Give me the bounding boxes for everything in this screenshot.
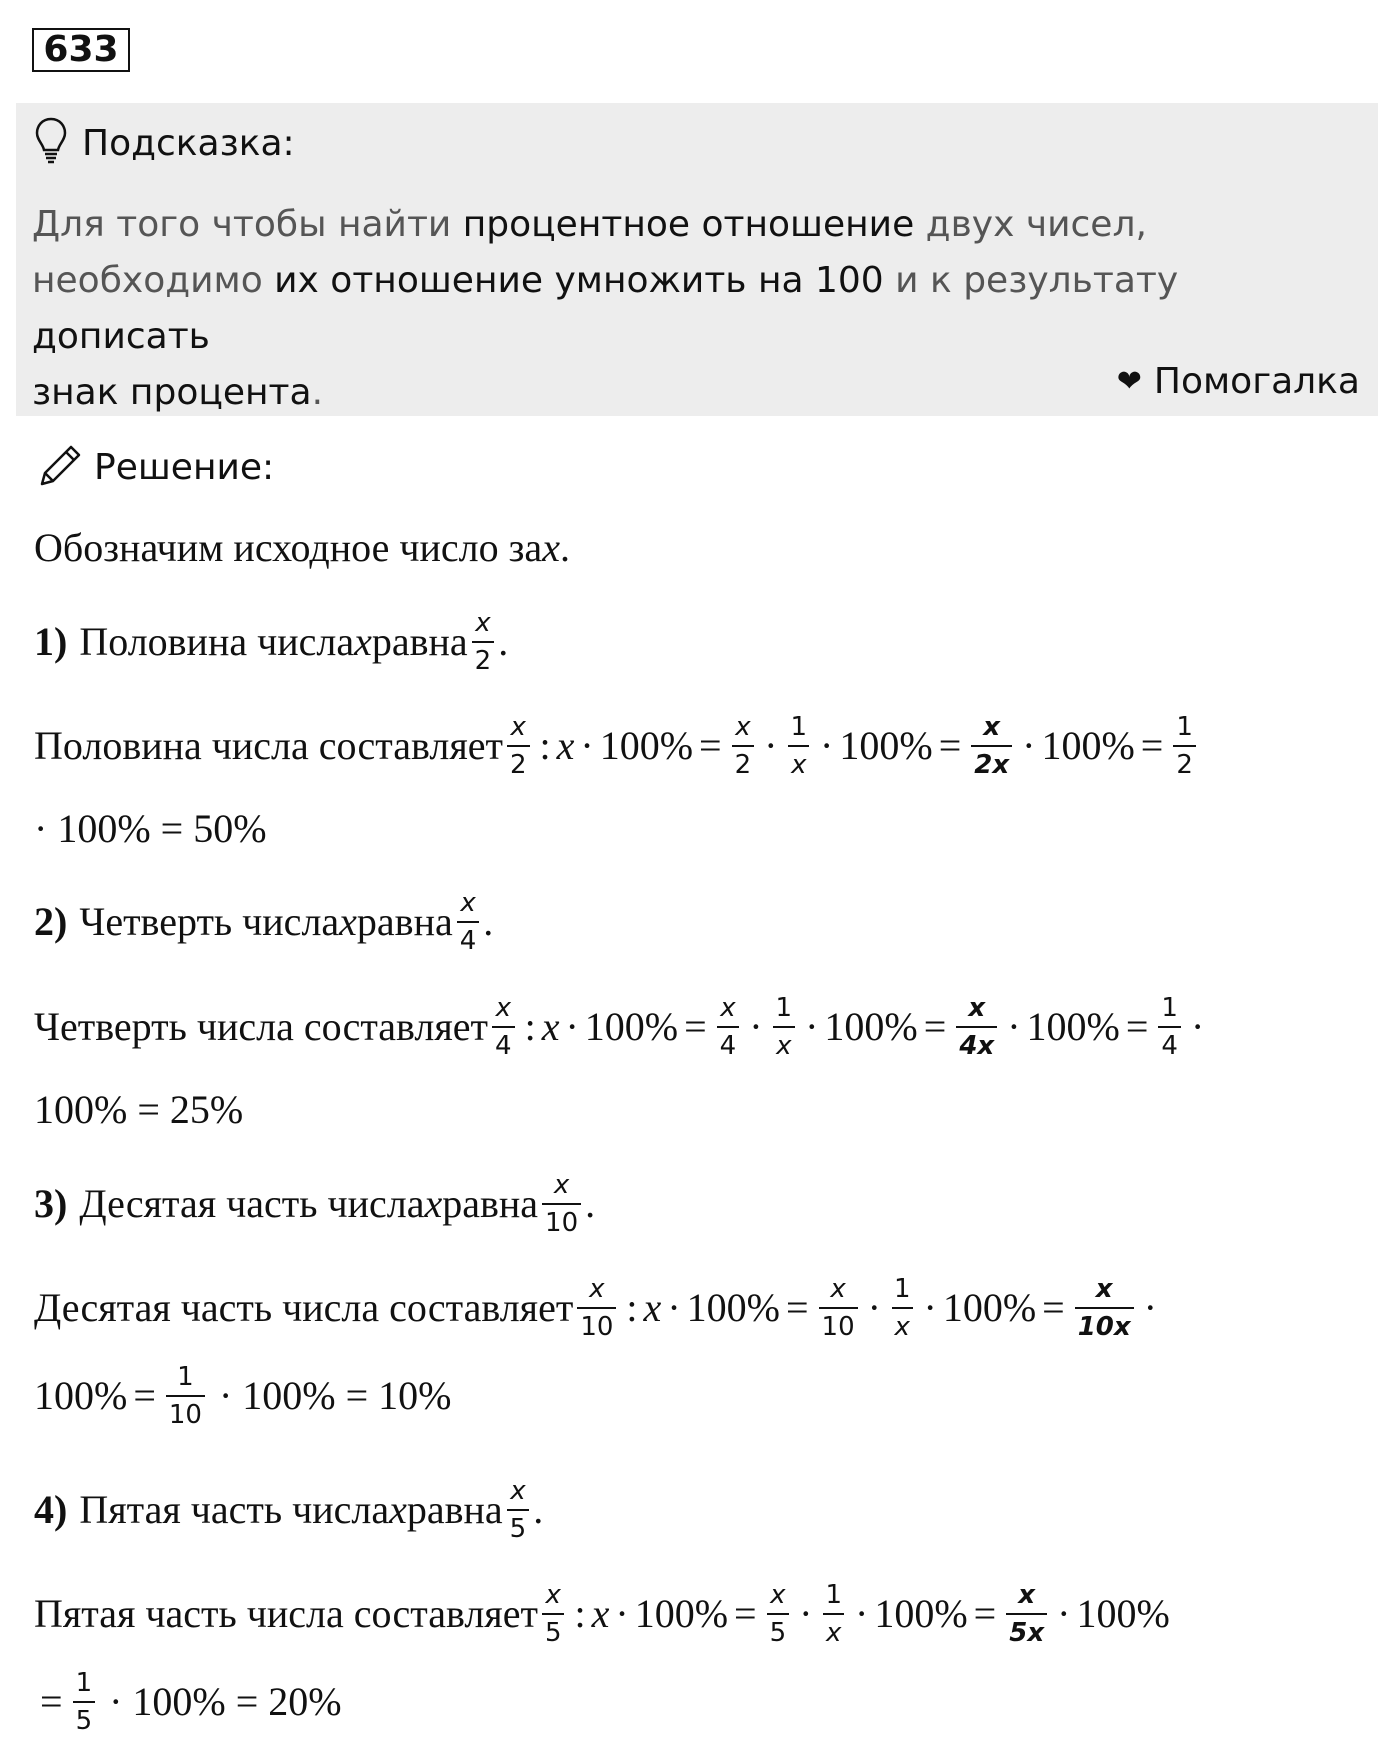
operator: ·	[749, 1004, 763, 1049]
denominator: 10	[577, 1307, 616, 1340]
percent: 100%	[1076, 1591, 1170, 1636]
percent: 100%	[874, 1591, 968, 1636]
fraction	[1006, 1582, 1047, 1646]
percent: 100%	[1026, 1004, 1120, 1049]
fraction	[457, 890, 480, 954]
denominator: 4	[457, 921, 480, 954]
denominator: x	[788, 745, 809, 778]
numerator: 1	[1161, 993, 1178, 1023]
numerator: x	[983, 712, 1001, 742]
hint-emphasis: их отношение умножить на 100	[274, 260, 884, 301]
numerator: x	[510, 1476, 526, 1506]
percent: 100%	[599, 723, 694, 768]
numerator: 1	[825, 1580, 843, 1610]
numerator: x	[1018, 1580, 1036, 1610]
solution-title: Решение:	[94, 446, 275, 488]
item-number: 4)	[34, 1487, 68, 1532]
variable-x: x	[556, 723, 575, 768]
operator: ·	[820, 723, 834, 768]
numerator: x	[830, 1274, 846, 1304]
denominator: 10	[542, 1203, 581, 1236]
item-2-line	[34, 890, 493, 954]
operator: =	[699, 723, 722, 768]
fraction	[1075, 1276, 1134, 1340]
operator: ·	[764, 723, 778, 768]
percent: 100%	[584, 1004, 679, 1049]
lightbulb-icon	[34, 116, 68, 170]
operator: ·	[1057, 1591, 1071, 1636]
item-number: 3)	[34, 1181, 68, 1226]
intro-line	[34, 524, 570, 572]
variable-x: x	[542, 525, 560, 570]
denominator: x	[892, 1307, 913, 1340]
fraction	[732, 714, 755, 778]
variable-x: x	[541, 1004, 560, 1049]
fraction	[767, 1582, 790, 1646]
numerator: x	[1095, 1274, 1113, 1304]
operator: =	[734, 1591, 757, 1636]
operator: ·	[799, 1591, 813, 1636]
denominator: x	[773, 1026, 794, 1059]
hint-text-part: необходимо	[32, 260, 275, 301]
numerator: 1	[177, 1362, 194, 1392]
fraction	[1158, 995, 1181, 1059]
item-text: равна	[356, 899, 453, 944]
operator: =	[923, 1004, 947, 1049]
operator: ·	[1022, 723, 1036, 768]
hint-emphasis: знак процента	[32, 372, 312, 413]
hint-panel	[16, 103, 1378, 416]
operator: ·	[805, 1004, 819, 1049]
operator: =	[1042, 1285, 1065, 1330]
calc-text: Четверть числа составляет	[34, 1004, 489, 1049]
fraction	[956, 995, 997, 1059]
variable-x: x	[424, 1181, 443, 1226]
fraction	[166, 1364, 205, 1428]
item-3-result	[34, 1364, 452, 1428]
denominator: 5x	[1006, 1613, 1047, 1646]
operator: =	[40, 1679, 63, 1724]
item-number: 2)	[34, 899, 68, 944]
operator: ·	[923, 1285, 937, 1330]
fraction	[472, 610, 495, 674]
credit	[1117, 359, 1360, 403]
item-1-result	[34, 805, 267, 853]
task-number: 633	[32, 28, 130, 72]
intro-text: Обозначим исходное число за	[34, 525, 543, 570]
fraction	[542, 1172, 581, 1236]
item-text: равна	[406, 1487, 503, 1532]
operator: ·	[867, 1285, 881, 1330]
fraction	[717, 995, 740, 1059]
item-3-line	[34, 1172, 595, 1236]
numerator: x	[968, 993, 986, 1023]
operator: ·	[1190, 1004, 1205, 1049]
heart-icon: ❤	[1116, 363, 1142, 399]
item-1-line	[34, 610, 508, 674]
solution-header	[36, 440, 274, 494]
denominator: 10	[819, 1307, 858, 1340]
denominator: 2	[1173, 745, 1196, 778]
operator: =	[1125, 1004, 1149, 1049]
calc-text: Десятая часть числа составляет	[34, 1285, 574, 1330]
fraction	[787, 714, 810, 778]
numerator: x	[735, 712, 751, 742]
operator: ·	[667, 1285, 681, 1330]
denominator: 2	[732, 745, 755, 778]
denominator: 2x	[971, 745, 1012, 778]
fraction	[822, 1582, 845, 1646]
percent: 100%	[1041, 723, 1135, 768]
item-2-result	[34, 1086, 243, 1134]
variable-x: x	[389, 1487, 407, 1532]
operator: ·	[615, 1591, 629, 1636]
numerator: x	[475, 608, 491, 638]
numerator: 1	[1176, 712, 1193, 742]
numerator: x	[770, 1580, 786, 1610]
fraction	[507, 714, 530, 778]
operator: =	[973, 1591, 997, 1636]
fraction	[73, 1670, 96, 1734]
calc-text: Пятая часть числа составляет	[34, 1591, 538, 1636]
item-4-calc	[34, 1582, 1170, 1646]
item-number: 1)	[34, 619, 68, 664]
fraction	[891, 1276, 914, 1340]
hint-text-part: .	[311, 372, 324, 413]
item-text: Половина числа	[79, 619, 355, 664]
result-text: · 100% = 20%	[109, 1679, 342, 1724]
denominator: 4	[717, 1026, 740, 1059]
calc-text: Половина числа составляет	[34, 723, 503, 768]
hint-emphasis: процентное отношение	[462, 204, 915, 245]
denominator: 5	[507, 1509, 530, 1542]
hint-header	[34, 115, 295, 171]
item-2-calc	[34, 995, 1210, 1059]
fraction	[1173, 714, 1196, 778]
item-4-result	[34, 1670, 342, 1734]
percent: 100%	[839, 723, 933, 768]
fraction	[507, 1478, 530, 1542]
item-4-line	[34, 1478, 543, 1542]
numerator: x	[495, 993, 511, 1023]
hint-text-part: и к результату	[883, 260, 1179, 301]
item-1-calc	[34, 714, 1200, 778]
operator: =	[1140, 723, 1164, 768]
item-text: равна	[371, 619, 468, 664]
operator: :	[524, 1004, 536, 1049]
numerator: 1	[790, 712, 808, 742]
operator: =	[133, 1373, 156, 1418]
numerator: x	[510, 712, 526, 742]
fraction	[542, 1582, 565, 1646]
denominator: 10x	[1075, 1307, 1134, 1340]
hint-emphasis: дописать	[32, 316, 210, 357]
period: .	[483, 899, 494, 944]
numerator: x	[589, 1274, 605, 1304]
numerator: 1	[75, 1668, 93, 1698]
variable-x: x	[339, 899, 357, 944]
result-text: · 100% = 50%	[34, 806, 267, 851]
numerator: 1	[775, 993, 793, 1023]
result-text: 100% = 25%	[34, 1087, 244, 1132]
denominator: 4	[492, 1026, 515, 1059]
item-text: Четверть числа	[79, 899, 340, 944]
fraction	[819, 1276, 858, 1340]
operator: :	[539, 723, 551, 768]
period: .	[498, 619, 509, 664]
hint-text-part: Для того чтобы найти	[32, 204, 463, 245]
numerator: x	[545, 1580, 561, 1610]
percent: 100%	[634, 1591, 729, 1636]
period: .	[585, 1181, 596, 1226]
operator: =	[785, 1285, 809, 1330]
percent: 100%	[942, 1285, 1037, 1330]
numerator: x	[553, 1170, 570, 1200]
denominator: 2	[472, 641, 495, 674]
fraction	[971, 714, 1012, 778]
denominator: 2	[507, 745, 530, 778]
item-3-calc	[34, 1276, 1163, 1340]
item-text: Пятая часть числа	[79, 1487, 390, 1532]
operator: :	[574, 1591, 586, 1636]
denominator: 4x	[956, 1026, 997, 1059]
period: .	[533, 1487, 544, 1532]
fraction	[773, 995, 796, 1059]
operator: ·	[1143, 1285, 1157, 1330]
percent: 100%	[686, 1285, 780, 1330]
operator: =	[938, 723, 962, 768]
period: .	[559, 525, 570, 570]
result-text: · 100% = 10%	[218, 1373, 452, 1418]
operator: :	[626, 1285, 638, 1330]
hint-text-part: двух чисел,	[914, 204, 1147, 245]
operator: ·	[855, 1591, 869, 1636]
fraction	[492, 995, 515, 1059]
variable-x: x	[591, 1591, 610, 1636]
operator: =	[684, 1004, 707, 1049]
numerator: 1	[893, 1274, 911, 1304]
operator: ·	[565, 1004, 579, 1049]
item-text: равна	[442, 1181, 539, 1226]
pencil-icon	[36, 440, 86, 494]
fraction	[577, 1276, 616, 1340]
numerator: x	[460, 888, 476, 918]
variable-x: x	[354, 619, 372, 664]
operator: ·	[580, 723, 594, 768]
variable-x: x	[643, 1285, 662, 1330]
operator: ·	[1007, 1004, 1021, 1049]
denominator: 5	[542, 1613, 565, 1646]
denominator: 5	[767, 1613, 790, 1646]
denominator: 4	[1158, 1026, 1181, 1059]
denominator: 5	[73, 1701, 96, 1734]
percent: 100%	[824, 1004, 918, 1049]
numerator: x	[720, 993, 736, 1023]
percent: 100%	[34, 1373, 128, 1418]
hint-title: Подсказка:	[82, 122, 295, 164]
denominator: 10	[166, 1395, 205, 1428]
denominator: x	[823, 1613, 844, 1646]
item-text: Десятая часть числа	[79, 1181, 425, 1226]
credit-label: Помогалка	[1153, 360, 1360, 402]
